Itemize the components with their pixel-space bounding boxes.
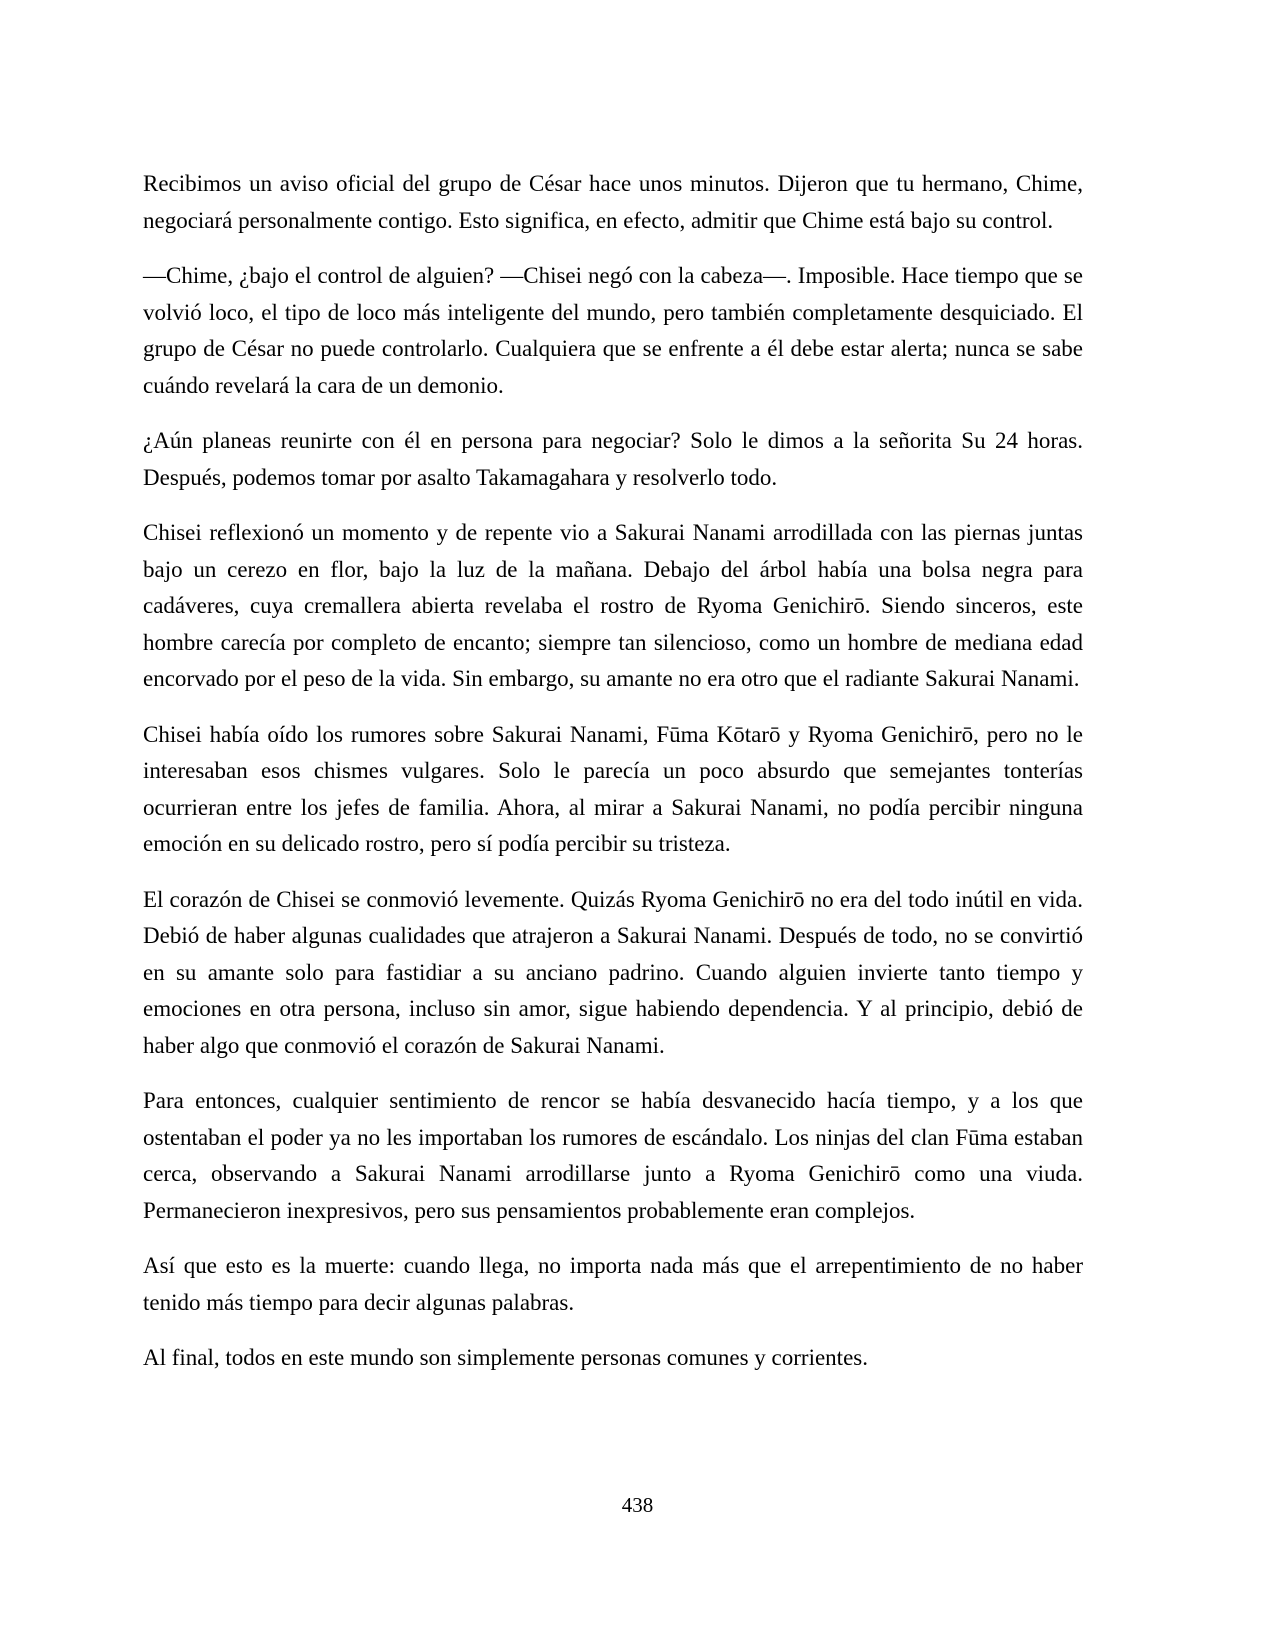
paragraph: Al final, todos en este mundo son simplemente personas comunes y corrientes. xyxy=(143,1345,868,1370)
paragraph: Para entonces, cualquier sentimiento de rencor se había desvanecido hacía tiempo, y a los que ostentaban el poder ya no les importaban los rumores de escándalo. Los ninjas del clan Fūma estaban cerca, observando a Sakurai Nanami arrodillarse junto a Ryoma Genichirō como una viuda. Permanecieron inexpresivos, pero sus pensamientos probablemente eran complejos. xyxy=(143,1088,1083,1223)
paragraph: Chisei reflexionó un momento y de repente vio a Sakurai Nanami arrodillada con las piernas juntas bajo un cerezo en flor, bajo la luz de la mañana. Debajo del árbol había una bolsa negra para cadáveres, cuya cremallera abierta revelaba el rostro de Ryoma Genichirō. Siendo sinceros, este hombre carecía por completo de encanto; siempre tan silencioso, como un hombre de mediana edad encorvado por el peso de la vida. Sin embargo, su amante no era otro que el radiante Sakurai Nanami. xyxy=(143,520,1083,691)
page-number: 438 xyxy=(621,1493,654,1517)
paragraph: Chisei había oído los rumores sobre Sakurai Nanami, Fūma Kōtarō y Ryoma Genichirō, pero no le interesaban esos chismes vulgares. Solo le parecía un poco absurdo que semejantes tonterías ocurrieran entre los jefes de familia. Ahora, al mirar a Sakurai Nanami, no podía percibir ninguna emoción en su delicado rostro, pero sí podía percibir su tristeza. xyxy=(143,721,1083,856)
page-content xyxy=(143,166,1083,1396)
paragraph: Recibimos un aviso oficial del grupo de César hace unos minutos. Dijeron que tu hermano, Chime, negociará personalmente contigo. Esto significa, en efecto, admitir que Chime está bajo su control. xyxy=(143,171,1083,233)
paragraph: El corazón de Chisei se conmovió levemente. Quizás Ryoma Genichirō no era del todo inútil en vida. Debió de haber algunas cualidades que atrajeron a Sakurai Nanami. Después de todo, no se convirtió en su amante solo para fastidiar a su anciano padrino. Cuando alguien invierte tanto tiempo y emociones en otra persona, incluso sin amor, sigue habiendo dependencia. Y al principio, debió de haber algo que conmovió el corazón de Sakurai Nanami. xyxy=(143,886,1083,1058)
paragraph: —Chime, ¿bajo el control de alguien? —Chisei negó con la cabeza—. Imposible. Hace tiempo que se volvió loco, el tipo de loco más inteligente del mundo, pero también completamente desquiciado. El grupo de César no puede controlarlo. Cualquiera que se enfrente a él debe estar alerta; nunca se sabe cuándo revelará la cara de un demonio. xyxy=(143,263,1083,398)
paragraph: Así que esto es la muerte: cuando llega, no importa nada más que el arrepentimiento de no haber tenido más tiempo para decir algunas palabras. xyxy=(143,1253,1083,1315)
paragraph: ¿Aún planeas reunirte con él en persona para negociar? Solo le dimos a la señorita Su 24 horas. Después, podemos tomar por asalto Takamagahara y resolverlo todo. xyxy=(143,428,1083,490)
